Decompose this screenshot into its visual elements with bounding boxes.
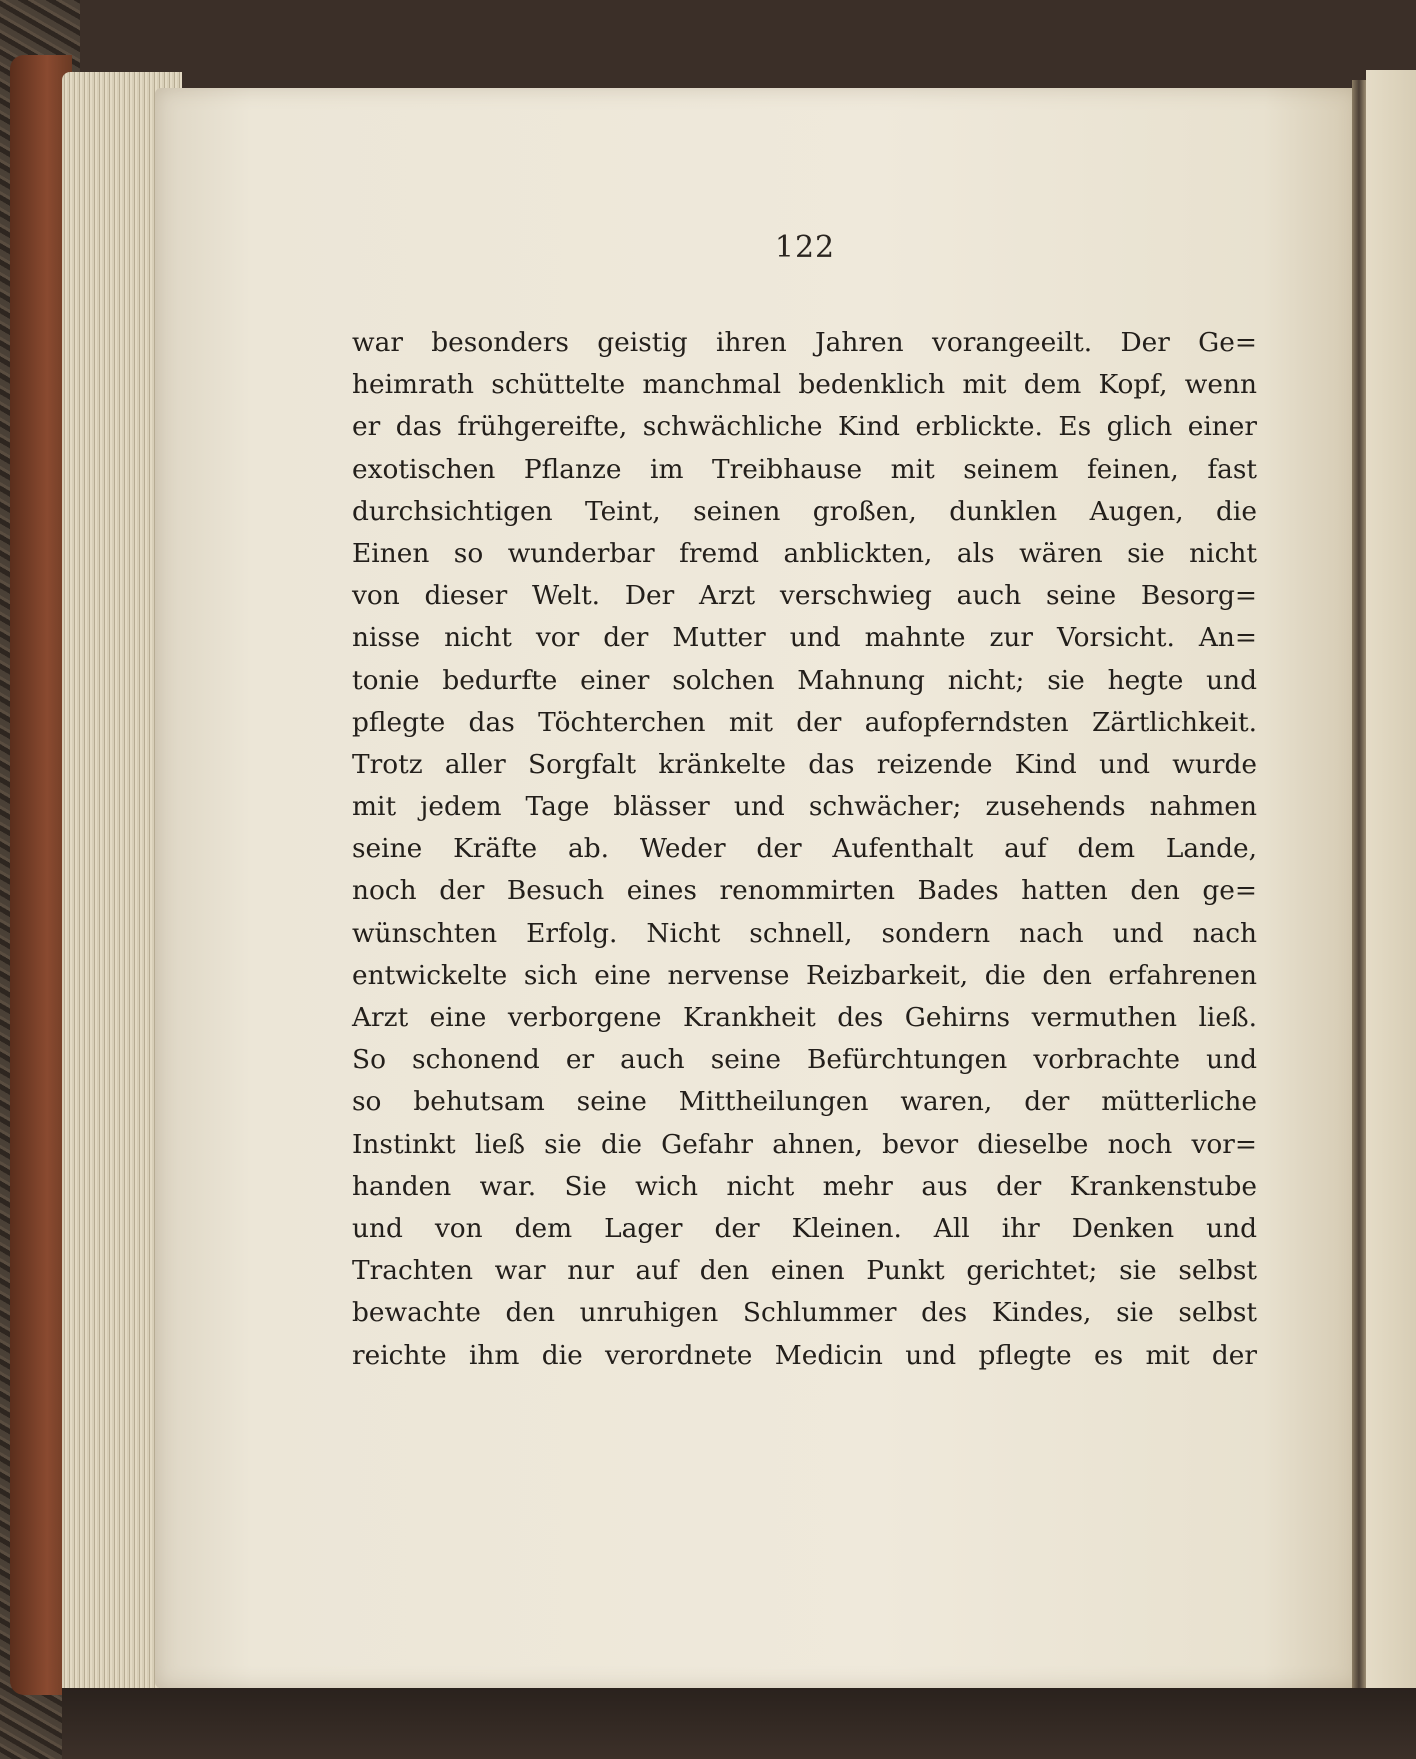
text-line: exotischen Pflanze im Treibhause mit seinem feinen, fast (352, 453, 1257, 485)
text-line: pflegte das Töchterchen mit der aufopferndsten Zärtlichkeit. (352, 706, 1257, 738)
body-text (352, 322, 1257, 1377)
text-line: noch der Besuch eines renommirten Bades hatten den ge= (352, 875, 1257, 907)
text-line: Trotz aller Sorgfalt kränkelte das reizende Kind und wurde (352, 748, 1257, 780)
text-line: wünschten Erfolg. Nicht schnell, sondern nach und nach (352, 917, 1257, 949)
text-line: Instinkt ließ sie die Gefahr ahnen, bevor dieselbe noch vor= (352, 1128, 1257, 1160)
text-line: reichte ihm die verordnete Medicin und pflegte es mit der (352, 1339, 1257, 1371)
text-line: mit jedem Tage blässer und schwächer; zusehends nahmen (352, 791, 1257, 823)
text-line: durchsichtigen Teint, seinen großen, dunklen Augen, die (352, 495, 1257, 527)
book-gutter (1352, 80, 1366, 1695)
text-line: so behutsam seine Mittheilungen waren, der mütterliche (352, 1086, 1257, 1118)
text-line: So schonend er auch seine Befürchtungen vorbrachte und (352, 1044, 1257, 1076)
background-shadow (62, 1688, 1416, 1759)
text-line: entwickelte sich eine nervense Reizbarkeit, die den erfahrenen (352, 959, 1257, 991)
text-line: tonie bedurfte einer solchen Mahnung nicht; sie hegte und (352, 664, 1257, 696)
text-line: heimrath schüttelte manchmal bedenklich mit dem Kopf, wenn (352, 369, 1257, 401)
text-line: und von dem Lager der Kleinen. All ihr Denken und (352, 1212, 1257, 1244)
text-line: Arzt eine verborgene Krankheit des Gehirns vermuthen ließ. (352, 1002, 1257, 1033)
text-line: war besonders geistig ihren Jahren vorangeeilt. Der Ge= (352, 327, 1257, 358)
text-line: bewachte den unruhigen Schlummer des Kindes, sie selbst (352, 1297, 1257, 1329)
text-line: Einen so wunderbar fremd anblickten, als wären sie nicht (352, 537, 1257, 569)
text-line: er das frühgereifte, schwächliche Kind erblickte. Es glich einer (352, 411, 1257, 443)
text-line: seine Kräfte ab. Weder der Aufenthalt auf dem Lande, (352, 833, 1257, 865)
page-number: 122 (774, 230, 836, 265)
facing-page-edge (1366, 70, 1416, 1710)
text-line: von dieser Welt. Der Arzt verschwieg auch seine Besorg= (352, 580, 1257, 612)
text-line: nisse nicht vor der Mutter und mahnte zur Vorsicht. An= (352, 622, 1257, 654)
text-line: Trachten war nur auf den einen Punkt gerichtet; sie selbst (352, 1255, 1257, 1287)
text-line: handen war. Sie wich nicht mehr aus der Krankenstube (352, 1170, 1257, 1202)
